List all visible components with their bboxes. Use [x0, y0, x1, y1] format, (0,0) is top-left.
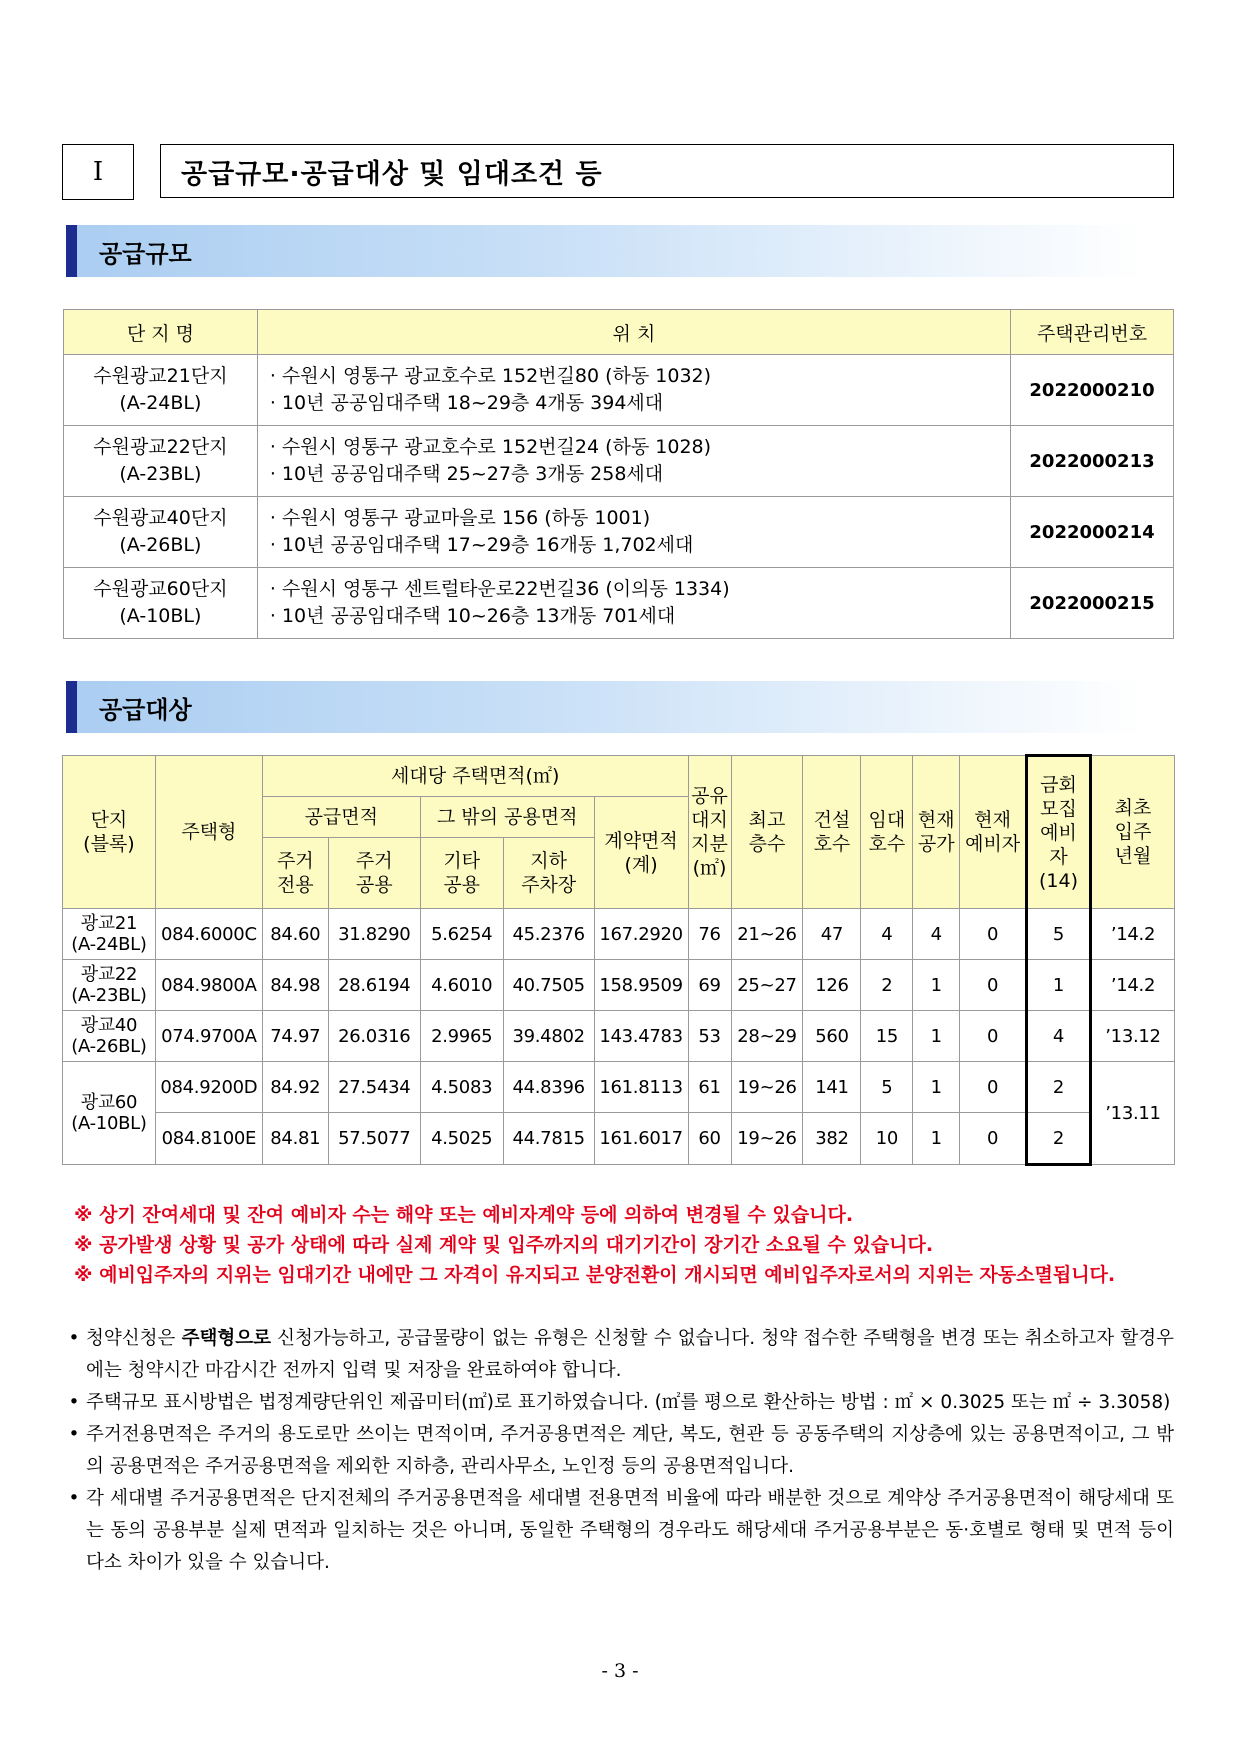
rent-cell: 2 [861, 960, 913, 1011]
section-header-target [66, 681, 1146, 733]
recruit-cell: 1 [1027, 960, 1091, 1011]
bullet-icon: • [68, 1488, 80, 1509]
complex-name-cell: 수원광교22단지 (A-23BL) [64, 426, 258, 497]
table-header-row [63, 756, 1175, 797]
built-cell: 560 [803, 1011, 861, 1062]
common-cell: 26.0316 [328, 1011, 420, 1062]
col-rental-units: 임대 호수 [861, 756, 913, 909]
management-number-cell: 2022000213 [1011, 426, 1174, 497]
bullet-item: • 청약신청은 주택형으로 신청가능하고, 공급물량이 없는 유형은 신청할 수 없습니다. 청약 접수한 주택형을 변경 또는 취소하고자 할경우에는 청약시간 마감시간 전까지 입력 및 저장을 완료하여야 합니다. [62, 1323, 1174, 1387]
management-number-cell: 2022000210 [1011, 355, 1174, 426]
etc-cell: 4.5025 [420, 1113, 503, 1165]
note-item: ※ 예비입주자의 지위는 임대기간 내에만 그 자격이 유지되고 분양전환이 개시되면 예비입주자로서의 지위는 자동소멸됩니다. [74, 1264, 1116, 1286]
contract-cell: 143.4783 [594, 1011, 688, 1062]
bullet-notes [62, 1323, 1174, 1579]
chapter-number: I [62, 144, 134, 200]
table-row [63, 1011, 1175, 1062]
col-area-group: 세대당 주택면적(㎡) [262, 756, 688, 797]
supply-target-table [62, 754, 1175, 1166]
note-item: ※ 공가발생 상황 및 공가 상태에 따라 실제 계약 및 입주까지의 대기기간이 장기간 소요될 수 있습니다. [74, 1234, 934, 1256]
floor-cell: 28~29 [731, 1011, 803, 1062]
location-cell: · 수원시 영통구 광교호수로 152번길24 (하동 1028) · 10년 공공임대주택 25~27층 3개동 258세대 [257, 426, 1010, 497]
supply-scale-table [63, 309, 1174, 639]
red-notes [74, 1200, 1174, 1290]
bullet-item: • 주택규모 표시방법은 법정계량단위인 제곱미터(㎡)로 표기하였습니다. (㎡를 평으로 환산하는 방법 : ㎡ × 0.3025 또는 ㎡ ÷ 3.3058) [62, 1387, 1174, 1419]
etc-cell: 2.9965 [420, 1011, 503, 1062]
bullet-icon: • [68, 1328, 80, 1349]
table-row [63, 1113, 1175, 1165]
bullet-item: • 주거전용면적은 주거의 용도로만 쓰이는 면적이며, 주거공용면적은 계단, 복도, 현관 등 공동주택의 지상층에 있는 공용면적이고, 그 밖의 공용면적은 주거공용면적을 제외한 지하층, 관리사무소, 노인정 등의 공용면적입니다. [62, 1419, 1174, 1483]
exclusive-cell: 84.81 [262, 1113, 328, 1165]
col-block: 단지 (블록) [63, 756, 156, 909]
reserve-cell: 0 [960, 1113, 1027, 1165]
section-title: 공급대상 [99, 695, 192, 724]
move-in-cell: ’14.2 [1090, 909, 1174, 960]
move-in-cell: ’14.2 [1090, 960, 1174, 1011]
built-cell: 141 [803, 1062, 861, 1113]
complex-name-cell: 수원광교40단지 (A-26BL) [64, 497, 258, 568]
bullet-icon: • [68, 1424, 80, 1445]
col-recruit-reserve: 금회 모집 예비 자 (14) [1027, 756, 1091, 909]
table-row [64, 426, 1174, 497]
table-row [64, 355, 1174, 426]
table-row [63, 909, 1175, 960]
section-accent [66, 225, 77, 277]
table-row [63, 960, 1175, 1011]
vacant-cell: 1 [913, 1011, 960, 1062]
common-cell: 27.5434 [328, 1062, 420, 1113]
move-in-cell: ’13.11 [1090, 1062, 1174, 1165]
recruit-cell: 2 [1027, 1062, 1091, 1113]
land-cell: 61 [688, 1062, 731, 1113]
location-cell: · 수원시 영통구 광교호수로 152번길80 (하동 1032) · 10년 공공임대주택 18~29층 4개동 394세대 [257, 355, 1010, 426]
parking-cell: 40.7505 [503, 960, 594, 1011]
rent-cell: 15 [861, 1011, 913, 1062]
management-number-cell: 2022000215 [1011, 568, 1174, 639]
common-cell: 28.6194 [328, 960, 420, 1011]
contract-cell: 158.9509 [594, 960, 688, 1011]
exclusive-cell: 84.60 [262, 909, 328, 960]
vacant-cell: 1 [913, 1113, 960, 1165]
col-location: 위 치 [257, 310, 1010, 355]
col-other-common-area: 그 밖의 공용면적 [420, 797, 594, 838]
section-title: 공급규모 [99, 239, 192, 268]
rent-cell: 5 [861, 1062, 913, 1113]
exclusive-cell: 84.98 [262, 960, 328, 1011]
type-cell: 084.6000C [155, 909, 262, 960]
etc-cell: 5.6254 [420, 909, 503, 960]
type-cell: 084.8100E [155, 1113, 262, 1165]
section-accent [66, 681, 77, 733]
col-move-in-date: 최초 입주 년월 [1090, 756, 1174, 909]
note-item: ※ 상기 잔여세대 및 잔여 예비자 수는 해약 또는 예비자계약 등에 의하여 변경될 수 있습니다. [74, 1204, 854, 1226]
col-contract-area: 계약면적 (계) [594, 797, 688, 909]
contract-cell: 161.8113 [594, 1062, 688, 1113]
reserve-cell: 0 [960, 1062, 1027, 1113]
bullet-icon: • [68, 1392, 80, 1413]
floor-cell: 25~27 [731, 960, 803, 1011]
floor-cell: 19~26 [731, 1062, 803, 1113]
col-exclusive-area: 주거 전용 [262, 838, 328, 909]
location-cell: · 수원시 영통구 센트럴타운로22번길36 (이의동 1334) · 10년 공공임대주택 10~26층 13개동 701세대 [257, 568, 1010, 639]
block-cell: 광교60 (A-10BL) [63, 1062, 156, 1165]
location-cell: · 수원시 영통구 광교마을로 156 (하동 1001) · 10년 공공임대주택 17~29층 16개동 1,702세대 [257, 497, 1010, 568]
land-cell: 60 [688, 1113, 731, 1165]
parking-cell: 39.4802 [503, 1011, 594, 1062]
exclusive-cell: 84.92 [262, 1062, 328, 1113]
common-cell: 31.8290 [328, 909, 420, 960]
table-row [63, 1062, 1175, 1113]
recruit-cell: 4 [1027, 1011, 1091, 1062]
block-cell: 광교22 (A-23BL) [63, 960, 156, 1011]
table-header-row [64, 310, 1174, 355]
recruit-cell: 5 [1027, 909, 1091, 960]
section-header-scale [66, 225, 1146, 277]
rent-cell: 4 [861, 909, 913, 960]
etc-cell: 4.5083 [420, 1062, 503, 1113]
land-cell: 69 [688, 960, 731, 1011]
reserve-cell: 0 [960, 909, 1027, 960]
block-cell: 광교21 (A-24BL) [63, 909, 156, 960]
management-number-cell: 2022000214 [1011, 497, 1174, 568]
parking-cell: 44.8396 [503, 1062, 594, 1113]
complex-name-cell: 수원광교21단지 (A-24BL) [64, 355, 258, 426]
parking-cell: 44.7815 [503, 1113, 594, 1165]
col-complex-name: 단 지 명 [64, 310, 258, 355]
move-in-cell: ’13.12 [1090, 1011, 1174, 1062]
col-underground-parking: 지하 주차장 [503, 838, 594, 909]
col-supply-area: 공급면적 [262, 797, 420, 838]
chapter-header [62, 144, 1176, 200]
vacant-cell: 1 [913, 960, 960, 1011]
page-number: - 3 - [601, 1660, 639, 1682]
chapter-title: 공급규모·공급대상 및 임대조건 등 [160, 144, 1174, 198]
type-cell: 084.9200D [155, 1062, 262, 1113]
col-current-reserve: 현재 예비자 [960, 756, 1027, 909]
reserve-cell: 0 [960, 1011, 1027, 1062]
reserve-cell: 0 [960, 960, 1027, 1011]
built-cell: 47 [803, 909, 861, 960]
etc-cell: 4.6010 [420, 960, 503, 1011]
table-row [64, 497, 1174, 568]
recruit-cell: 2 [1027, 1113, 1091, 1165]
col-current-vacant: 현재 공가 [913, 756, 960, 909]
col-land-share: 공유 대지 지분 (㎡) [688, 756, 731, 909]
block-cell: 광교40 (A-26BL) [63, 1011, 156, 1062]
parking-cell: 45.2376 [503, 909, 594, 960]
contract-cell: 167.2920 [594, 909, 688, 960]
rent-cell: 10 [861, 1113, 913, 1165]
complex-name-cell: 수원광교60단지 (A-10BL) [64, 568, 258, 639]
contract-cell: 161.6017 [594, 1113, 688, 1165]
col-residential-common: 주거 공용 [328, 838, 420, 909]
bullet-item: • 각 세대별 주거공용면적은 단지전체의 주거공용면적을 세대별 전용면적 비율에 따라 배분한 것으로 계약상 주거공용면적이 해당세대 또는 동의 공용부분 실제 면적과 일치하는 것은 아니며, 동일한 주택형의 경우라도 해당세대 주거공용부분은 동·호별로 형태 및 면적 등이 다소 차이가 있을 수 있습니다. [62, 1483, 1174, 1579]
col-management-number: 주택관리번호 [1011, 310, 1174, 355]
vacant-cell: 4 [913, 909, 960, 960]
type-cell: 084.9800A [155, 960, 262, 1011]
exclusive-cell: 74.97 [262, 1011, 328, 1062]
land-cell: 76 [688, 909, 731, 960]
common-cell: 57.5077 [328, 1113, 420, 1165]
vacant-cell: 1 [913, 1062, 960, 1113]
land-cell: 53 [688, 1011, 731, 1062]
built-cell: 382 [803, 1113, 861, 1165]
col-etc-common: 기타 공용 [420, 838, 503, 909]
col-built-units: 건설 호수 [803, 756, 861, 909]
table-row [64, 568, 1174, 639]
col-housing-type: 주택형 [155, 756, 262, 909]
type-cell: 074.9700A [155, 1011, 262, 1062]
floor-cell: 21~26 [731, 909, 803, 960]
built-cell: 126 [803, 960, 861, 1011]
col-max-floor: 최고 층수 [731, 756, 803, 909]
floor-cell: 19~26 [731, 1113, 803, 1165]
